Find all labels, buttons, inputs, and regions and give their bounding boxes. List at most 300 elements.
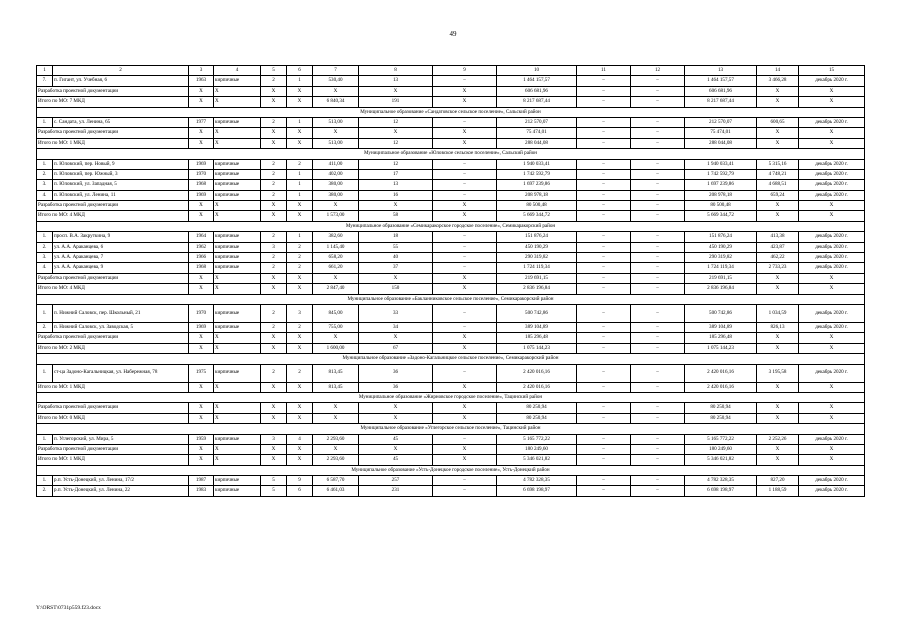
table-cell: X	[433, 382, 497, 392]
table-cell: 37	[359, 263, 433, 273]
table-cell: 380,00	[313, 190, 359, 200]
table-row	[37, 86, 865, 96]
table-cell: X	[799, 333, 865, 343]
table-cell: 8 217 687,44	[685, 97, 757, 107]
table-row	[37, 403, 865, 413]
table-cell: декабрь 2020 г.	[799, 476, 865, 486]
table-cell: кирпичные	[214, 76, 261, 86]
table-cell: п. Юловский, пер. Южный, 3	[53, 169, 189, 179]
table-cell: декабрь 2020 г.	[799, 180, 865, 190]
table-cell: X	[359, 403, 433, 413]
table-cell: –	[631, 364, 685, 382]
table-cell: 530,40	[313, 76, 359, 86]
table-row	[37, 253, 865, 263]
table-cell: 2 293,60	[313, 434, 359, 444]
table-cell: 219 691,15	[497, 273, 577, 283]
table-cell: X	[433, 201, 497, 211]
table-cell: 208 978,18	[685, 190, 757, 200]
table-cell: ул. А.А. Араканцева, 9	[53, 263, 189, 273]
table-cell: п. Юловский, пер. Новый, 9	[53, 159, 189, 169]
section-title: Муниципальное образование «Юловское сельское поселение», Сальский район	[37, 149, 865, 159]
table-cell: 513,00	[313, 138, 359, 148]
table-row	[37, 455, 865, 465]
table-cell: 1 697 239,86	[685, 180, 757, 190]
section-title: Муниципальное образование «Жирновское городское поселение», Тацинский район	[37, 392, 865, 402]
table-cell: 845,00	[313, 304, 359, 322]
table-cell: 1977	[189, 117, 214, 127]
table-cell: X	[189, 382, 214, 392]
table-cell: 1 034,59	[757, 304, 799, 322]
table-cell: 2	[287, 322, 313, 332]
table-cell: декабрь 2020 г.	[799, 117, 865, 127]
table-cell: –	[433, 263, 497, 273]
table-cell: 826,13	[757, 322, 799, 332]
section-title: Муниципальное образование «Семикаракорское городское поселение», Семикаракорский район	[37, 221, 865, 231]
table-cell: 2.	[37, 322, 53, 332]
table-cell: 185 296,48	[685, 333, 757, 343]
table-cell: 1	[287, 180, 313, 190]
section-header-row	[37, 221, 865, 231]
col-header: 9	[433, 66, 497, 76]
table-row	[37, 382, 865, 392]
table-cell: –	[631, 190, 685, 200]
table-cell: декабрь 2020 г.	[799, 169, 865, 179]
table-cell: п. Гигант, ул. Учебная, 6	[53, 76, 189, 86]
table-cell: ул. А.А. Араканцева, 6	[53, 242, 189, 252]
table-cell: 513,00	[313, 117, 359, 127]
table-cell: X	[799, 403, 865, 413]
table-cell: 462,22	[757, 253, 799, 263]
table-cell: X	[189, 273, 214, 283]
table-cell: X	[313, 128, 359, 138]
table-cell: X	[189, 97, 214, 107]
table-cell: X	[287, 403, 313, 413]
table-cell: 6 698 198,97	[497, 486, 577, 496]
table-cell: 288 044,08	[685, 138, 757, 148]
table-cell: –	[433, 180, 497, 190]
table-cell: –	[577, 232, 631, 242]
table-cell: X	[313, 333, 359, 343]
table-cell: 34	[359, 322, 433, 332]
table-cell: 4.	[37, 190, 53, 200]
table-cell: 4 748,21	[757, 169, 799, 179]
table-row	[37, 413, 865, 423]
table-row	[37, 211, 865, 221]
table-cell: 288 044,08	[497, 138, 577, 148]
table-cell: 4.	[37, 263, 53, 273]
table-cell: 813,45	[313, 364, 359, 382]
table-cell: декабрь 2020 г.	[799, 253, 865, 263]
table-cell: 1970	[189, 304, 214, 322]
table-cell: X	[313, 201, 359, 211]
table-cell: 606 681,96	[497, 86, 577, 96]
table-cell: 2.	[37, 242, 53, 252]
table-cell: X	[214, 343, 261, 353]
table-cell: декабрь 2020 г.	[799, 304, 865, 322]
table-cell: 2	[261, 253, 287, 263]
table-row	[37, 273, 865, 283]
table-cell: 1 742 592,79	[685, 169, 757, 179]
table-cell: декабрь 2020 г.	[799, 434, 865, 444]
table-cell: кирпичные	[214, 159, 261, 169]
table-cell: 3	[261, 242, 287, 252]
table-cell: 827,20	[757, 476, 799, 486]
table-cell: X	[214, 444, 261, 454]
table-cell: 1 464 157,57	[497, 76, 577, 86]
table-cell: 3.	[37, 180, 53, 190]
table-cell: кирпичные	[214, 190, 261, 200]
table-cell: Итого по МО: 4 МКД	[37, 284, 189, 294]
table-cell: ст-ца Задоно-Кагальницкая, ул. Набережная, 78	[53, 364, 189, 382]
table-row	[37, 476, 865, 486]
table-cell: 2 836 196,84	[685, 284, 757, 294]
table-cell: Итого по МО: 7 МКД	[37, 97, 189, 107]
table-cell: декабрь 2020 г.	[799, 486, 865, 496]
table-cell: X	[799, 382, 865, 392]
table-cell: 2	[287, 253, 313, 263]
table-cell: 1969	[189, 190, 214, 200]
table-cell: 1966	[189, 253, 214, 263]
table-cell: X	[189, 444, 214, 454]
table-cell: –	[631, 211, 685, 221]
table-cell: –	[577, 242, 631, 252]
table-cell: 80 250,94	[685, 403, 757, 413]
table-cell: X	[359, 444, 433, 454]
table-cell: –	[433, 476, 497, 486]
table-cell: 1	[287, 190, 313, 200]
table-cell: –	[433, 169, 497, 179]
table-cell: X	[189, 128, 214, 138]
table-cell: кирпичные	[214, 434, 261, 444]
table-row	[37, 486, 865, 496]
table-cell: 180 249,60	[497, 444, 577, 454]
table-cell: 45	[359, 434, 433, 444]
table-cell: 45	[359, 455, 433, 465]
table-cell: 4 688,51	[757, 180, 799, 190]
table-cell: X	[799, 97, 865, 107]
table-cell: –	[631, 434, 685, 444]
table-cell: X	[359, 333, 433, 343]
table-cell: X	[433, 211, 497, 221]
table-cell: –	[631, 486, 685, 496]
table-cell: –	[577, 434, 631, 444]
table-cell: 5 346 021,82	[497, 455, 577, 465]
table-cell: –	[577, 413, 631, 423]
table-cell: –	[631, 476, 685, 486]
table-cell: X	[757, 343, 799, 353]
table-cell: Разработка проектной документации	[37, 444, 189, 454]
section-title: Муниципальное образование «Бакланниковское сельское поселение», Семикаракорский район	[37, 294, 865, 304]
table-cell: 423,87	[757, 242, 799, 252]
table-cell: X	[757, 211, 799, 221]
table-cell: 389 104,89	[497, 322, 577, 332]
table-row	[37, 284, 865, 294]
table-cell: 36	[359, 382, 433, 392]
table-cell: Разработка проектной документации	[37, 86, 189, 96]
section-title: Муниципальное образование «Углегорское сельское поселение», Тацинский район	[37, 424, 865, 434]
table-cell: X	[359, 128, 433, 138]
table-cell: 413,38	[757, 232, 799, 242]
table-cell: декабрь 2020 г.	[799, 159, 865, 169]
table-cell: X	[287, 413, 313, 423]
table-cell: X	[433, 128, 497, 138]
table-cell: Итого по МО: 2 МКД	[37, 343, 189, 353]
table-cell: X	[287, 343, 313, 353]
table-cell: X	[261, 444, 287, 454]
table-cell: 1.	[37, 232, 53, 242]
table-cell: X	[287, 333, 313, 343]
table-cell: 151 876,24	[685, 232, 757, 242]
table-cell: X	[757, 333, 799, 343]
table-cell: 1970	[189, 169, 214, 179]
table-row	[37, 343, 865, 353]
table-cell: –	[577, 117, 631, 127]
col-header: 8	[359, 66, 433, 76]
table-cell: 16	[359, 190, 433, 200]
table-cell: 1 742 592,79	[497, 169, 577, 179]
table-cell: –	[577, 159, 631, 169]
table-cell: X	[214, 138, 261, 148]
table-cell: 2 293,60	[313, 455, 359, 465]
table-cell: 17	[359, 169, 433, 179]
table-cell: 1 573,00	[313, 211, 359, 221]
table-cell: –	[577, 403, 631, 413]
table-cell: X	[261, 413, 287, 423]
table-cell: –	[577, 97, 631, 107]
table-cell: –	[433, 364, 497, 382]
col-header: 6	[287, 66, 313, 76]
table-cell: –	[577, 128, 631, 138]
section-header-row	[37, 149, 865, 159]
table-cell: 1964	[189, 232, 214, 242]
table-cell: X	[757, 284, 799, 294]
table-cell: X	[214, 284, 261, 294]
table-cell: 2	[261, 263, 287, 273]
table-cell: 6	[287, 486, 313, 496]
table-cell: X	[261, 382, 287, 392]
table-cell: X	[214, 333, 261, 343]
table-cell: –	[631, 86, 685, 96]
table-cell: X	[261, 211, 287, 221]
section-title: Муниципальное образование «Усть-Донецкое городское поселение», Усть-Донецкий район	[37, 465, 865, 475]
table-cell: –	[577, 201, 631, 211]
table-cell: –	[433, 190, 497, 200]
table-cell: X	[433, 273, 497, 283]
table-cell: 2 836 196,84	[497, 284, 577, 294]
table-cell: –	[433, 434, 497, 444]
table-cell: X	[359, 273, 433, 283]
table-cell: 80 250,94	[497, 413, 577, 423]
table-cell: 382,60	[313, 232, 359, 242]
table-cell: X	[261, 128, 287, 138]
table-cell: 1.	[37, 476, 53, 486]
table-cell: 12	[359, 117, 433, 127]
table-cell: X	[313, 444, 359, 454]
table-cell: –	[577, 86, 631, 96]
table-cell: X	[757, 455, 799, 465]
table-cell: –	[631, 455, 685, 465]
col-header: 7	[313, 66, 359, 76]
table-cell: X	[189, 138, 214, 148]
table-cell: X	[189, 211, 214, 221]
table-cell: 1959	[189, 434, 214, 444]
table-cell: 380,00	[313, 180, 359, 190]
table-cell: –	[631, 159, 685, 169]
table-cell: X	[214, 273, 261, 283]
table-cell: Разработка проектной документации	[37, 403, 189, 413]
table-cell: 180 249,60	[685, 444, 757, 454]
table-cell: 6 840,34	[313, 97, 359, 107]
table-cell: –	[577, 304, 631, 322]
table-cell: 2	[261, 117, 287, 127]
table-cell: 2	[261, 190, 287, 200]
table-cell: 1 188,59	[757, 486, 799, 496]
table-cell: X	[799, 343, 865, 353]
table-cell: 5 346 021,82	[685, 455, 757, 465]
table-cell: кирпичные	[214, 169, 261, 179]
page-number: 49	[449, 30, 457, 38]
table-cell: с. Сандата, ул. Ленина, 65	[53, 117, 189, 127]
table-cell: 600,65	[757, 117, 799, 127]
table-cell: 9	[287, 476, 313, 486]
table-cell: 2	[287, 263, 313, 273]
table-cell: X	[757, 128, 799, 138]
section-header-row	[37, 294, 865, 304]
table-row	[37, 304, 865, 322]
table-cell: X	[799, 413, 865, 423]
table-cell: ул. А.А. Араканцева, 7	[53, 253, 189, 263]
table-cell: X	[757, 382, 799, 392]
table-cell: 33	[359, 304, 433, 322]
col-header: 5	[261, 66, 287, 76]
table-cell: X	[261, 201, 287, 211]
table-cell: X	[189, 284, 214, 294]
table-cell: 450 190,29	[685, 242, 757, 252]
table-cell: X	[433, 413, 497, 423]
table-cell: декабрь 2020 г.	[799, 263, 865, 273]
table-cell: 212 570,07	[685, 117, 757, 127]
table-cell: 2 420 016,16	[497, 364, 577, 382]
table-cell: 80 250,94	[685, 413, 757, 423]
table-cell: X	[799, 273, 865, 283]
section-header-row	[37, 354, 865, 364]
table-cell: 606 681,96	[685, 86, 757, 96]
table-cell: Итого по МО: 1 МКД	[37, 455, 189, 465]
table-cell: –	[577, 476, 631, 486]
table-cell: 500 742,86	[497, 304, 577, 322]
table-cell: 450 190,29	[497, 242, 577, 252]
table-cell: 6 587,70	[313, 476, 359, 486]
table-cell: 13	[359, 180, 433, 190]
table-row	[37, 263, 865, 273]
table-cell: 1	[287, 76, 313, 86]
table-cell: –	[577, 190, 631, 200]
table-cell: декабрь 2020 г.	[799, 76, 865, 86]
table-cell: 2	[261, 364, 287, 382]
table-cell: 658,20	[313, 253, 359, 263]
section-header-row	[37, 392, 865, 402]
table-cell: X	[799, 86, 865, 96]
col-header: 3	[189, 66, 214, 76]
table-cell: X	[799, 284, 865, 294]
table-cell: кирпичные	[214, 253, 261, 263]
table-cell: п. Углегорский, ул. Мира, 5	[53, 434, 189, 444]
table-cell: 12	[359, 159, 433, 169]
table-cell: 2	[261, 232, 287, 242]
table-cell: –	[631, 232, 685, 242]
table-row	[37, 76, 865, 86]
table-cell: X	[189, 455, 214, 465]
table-cell: 389 104,89	[685, 322, 757, 332]
table-cell: 1.	[37, 159, 53, 169]
table-cell: X	[757, 138, 799, 148]
table-cell: 1 940 033,41	[685, 159, 757, 169]
table-cell: 2	[261, 76, 287, 86]
table-cell: –	[577, 263, 631, 273]
table-cell: 2	[261, 304, 287, 322]
table-cell: 80 500,48	[497, 201, 577, 211]
section-title: Муниципальное образование «Сандатовское сельское поселение», Сальский район	[37, 107, 865, 117]
table-cell: –	[577, 180, 631, 190]
table-cell: 13	[359, 76, 433, 86]
table-cell: –	[577, 343, 631, 353]
table-row	[37, 242, 865, 252]
table-cell: 191	[359, 97, 433, 107]
table-cell: X	[214, 455, 261, 465]
table-cell: X	[287, 201, 313, 211]
section-header-row	[37, 465, 865, 475]
table-cell: –	[433, 486, 497, 496]
table-cell: –	[433, 117, 497, 127]
table-cell: 7.	[37, 76, 53, 86]
table-cell: X	[757, 273, 799, 283]
table-cell: –	[631, 263, 685, 273]
table-cell: X	[313, 403, 359, 413]
table-cell: –	[577, 284, 631, 294]
table-cell: X	[287, 86, 313, 96]
table-cell: –	[631, 169, 685, 179]
column-number-row	[37, 66, 865, 76]
section-title: Муниципальное образование «Задоно-Кагальницкое сельское поселение», Семикаракорский район	[37, 354, 865, 364]
table-cell: X	[261, 273, 287, 283]
table-cell: 4 782 328,35	[685, 476, 757, 486]
table-cell: –	[631, 180, 685, 190]
table-cell: –	[577, 322, 631, 332]
table-cell: 661,20	[313, 263, 359, 273]
table-cell: X	[287, 455, 313, 465]
table-cell: Итого по МО: 4 МКД	[37, 211, 189, 221]
table-cell: X	[799, 128, 865, 138]
table-cell: 1987	[189, 476, 214, 486]
table-cell: X	[287, 138, 313, 148]
table-cell: п. Нижний Саловск, ул. Заводская, 5	[53, 322, 189, 332]
table-cell: –	[433, 253, 497, 263]
table-cell: X	[313, 413, 359, 423]
table-cell: 402,00	[313, 169, 359, 179]
table-cell: X	[214, 97, 261, 107]
table-cell: 1968	[189, 180, 214, 190]
table-cell: 185 296,48	[497, 333, 577, 343]
table-cell: –	[631, 273, 685, 283]
table-cell: X	[214, 403, 261, 413]
table-cell: 5 669 344,72	[497, 211, 577, 221]
table-cell: –	[631, 97, 685, 107]
table-cell: X	[757, 86, 799, 96]
table-cell: п. Нижний Саловск, пер. Школьный, 21	[53, 304, 189, 322]
table-cell: 813,45	[313, 382, 359, 392]
table-cell: декабрь 2020 г.	[799, 364, 865, 382]
file-path-footer: Y:\ORST\0731p559.f23.docx	[36, 605, 101, 611]
